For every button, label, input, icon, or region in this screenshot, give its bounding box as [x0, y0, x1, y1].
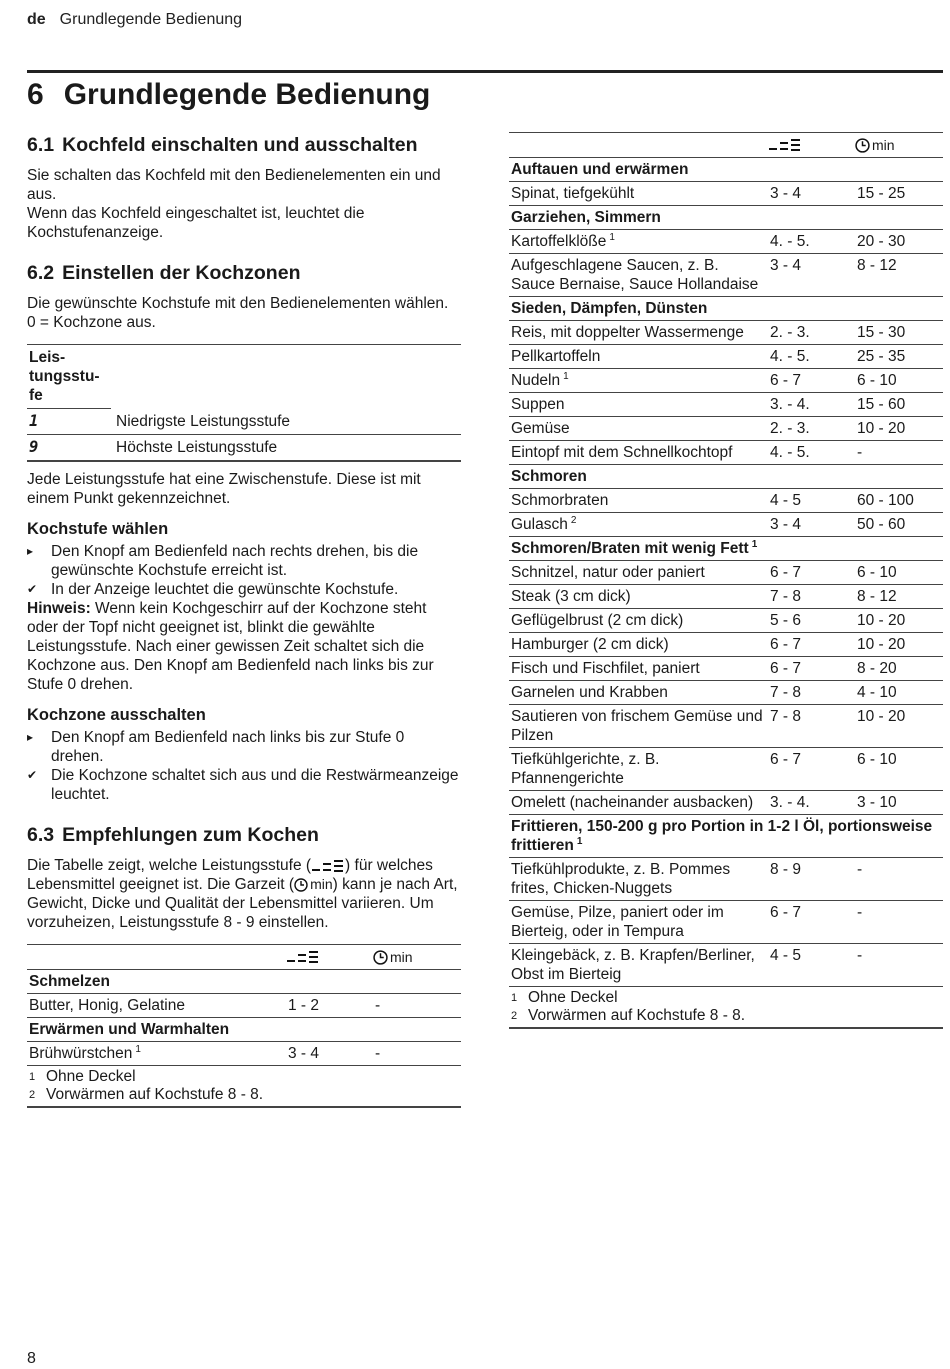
time-cell: - [857, 904, 863, 921]
food-cell: Spinat, tiefgekühlt [511, 185, 635, 202]
table-row [509, 944, 943, 987]
table-category: Schmelzen [27, 970, 461, 994]
s61-paragraph-2: Wenn das Kochfeld eingeschaltet ist, leuchtet die Kochstufenanzeige. [27, 205, 365, 241]
time-cell: 10 - 20 [857, 612, 906, 629]
power-level-table-header: Leis-tungsstu-fe [27, 345, 111, 409]
time-cell: 8 - 12 [857, 257, 897, 274]
clock-icon [855, 138, 870, 153]
table-row [509, 748, 943, 791]
food-cell: Schnitzel, natur oder paniert [511, 564, 705, 581]
time-cell: - [375, 1045, 381, 1062]
table-row [509, 417, 943, 441]
kochzone-ausschalten-heading: Kochzone ausschalten [27, 706, 206, 724]
food-cell: Brühwürstchen [29, 1045, 133, 1062]
arrow-right-icon: ▸ [27, 544, 34, 558]
table-row [509, 561, 943, 585]
section-6-2-heading: 6.2 Einstellen der Kochzonen [27, 262, 301, 284]
food-cell: Reis, mit doppelter Wassermenge [511, 324, 744, 341]
time-cell: 20 - 30 [857, 233, 906, 250]
section-6-3-heading: 6.3 Empfehlungen zum Kochen [27, 824, 319, 846]
food-cell: Gemüse, Pilze, paniert oder im Bierteig, oder in Tempura [511, 904, 724, 940]
footnote: 1 Ohne Deckel [511, 989, 618, 1006]
time-header: min [373, 948, 459, 967]
table-row [509, 254, 943, 297]
table-row [509, 489, 943, 513]
s63-paragraph: Die Tabelle zeigt, welche Leistungsstufe ( ) für welches Lebensmittel geeignet ist. Die Garzeit ( min) kann je nach Art, Gewicht, Dicke und Qualität der Lebensmittel variieren. Um vorzuheizen, Leistungsstufe 8 - 9 einstellen. [27, 857, 458, 931]
time-cell: 10 - 20 [857, 636, 906, 653]
table-row [509, 513, 943, 537]
table-row [509, 230, 943, 254]
level-cell: 7 - 8 [770, 708, 802, 725]
table-category: Garziehen, Simmern [509, 206, 943, 230]
level-cell: 4 - 5 [770, 947, 802, 964]
food-cell: Pellkartoffeln [511, 348, 601, 365]
table-row [509, 901, 943, 944]
header-title: Grundlegende Bedienung [59, 11, 243, 28]
time-cell: 6 - 10 [857, 751, 897, 768]
table-row [509, 609, 943, 633]
table-row [509, 369, 943, 393]
time-cell: 8 - 12 [857, 588, 897, 605]
food-cell: Nudeln [511, 372, 561, 389]
table-row [509, 791, 943, 815]
level-cell: 6 - 7 [770, 564, 802, 581]
checkmark-icon: ✔ [27, 768, 38, 782]
level-cell: 3 - 4 [770, 257, 802, 274]
level-cell: 6 - 7 [770, 660, 802, 677]
table-category: Schmoren [509, 465, 943, 489]
power-level-icon [286, 950, 320, 964]
table-category: Erwärmen und Warmhalten [27, 1018, 461, 1042]
level-cell: 7 - 8 [770, 684, 802, 701]
level-cell: 2. - 3. [770, 324, 810, 341]
table-category: Frittieren, 150-200 g pro Portion in 1-2 l Öl, portionsweise frittieren $^1$ [509, 815, 943, 858]
level-cell: 4. - 5. [770, 348, 810, 365]
table-row [509, 681, 943, 705]
power-level-icon [768, 138, 802, 152]
time-cell: 10 - 20 [857, 420, 906, 437]
level-symbol-max: 9 [29, 438, 39, 456]
level-cell: 2. - 3. [770, 420, 810, 437]
header-lang: de [27, 11, 46, 28]
food-cell: Tiefkühlgerichte, z. B. Pfannengerichte [511, 751, 660, 787]
instruction-step: ▸ Den Knopf am Bedienfeld nach rechts drehen, bis die gewünschte Kochstufe erreicht ist. [27, 543, 419, 579]
chapter-title: 6 Grundlegende Bedienung [27, 78, 431, 111]
cooking-table-right [509, 132, 943, 1029]
checkmark-icon: ✔ [27, 582, 38, 596]
table-header-row [509, 133, 943, 158]
food-cell: Kartoffelklöße [511, 233, 607, 250]
table-footnotes [27, 1066, 461, 1108]
level-cell: 6 - 7 [770, 904, 802, 921]
power-level-icon [311, 859, 345, 873]
food-cell: Suppen [511, 396, 565, 413]
time-cell: - [857, 861, 863, 878]
table-header-row [27, 945, 461, 970]
section-6-1-heading: 6.1 Kochfeld einschalten und ausschalten [27, 134, 418, 156]
food-cell: Gulasch [511, 516, 568, 533]
table-category: Sieden, Dämpfen, Dünsten [509, 297, 943, 321]
header-rule [27, 70, 943, 73]
time-cell: 10 - 20 [857, 708, 906, 725]
table-row [27, 994, 461, 1018]
table-row [27, 1042, 461, 1066]
level-cell: 7 - 8 [770, 588, 802, 605]
power-level-row [27, 409, 461, 435]
food-cell: Schmorbraten [511, 492, 609, 509]
instruction-result: ✔ In der Anzeige leuchtet die gewünschte Kochstufe. [27, 581, 399, 598]
level-label-max: Höchste Leistungsstufe [116, 439, 278, 456]
cooking-table-left [27, 944, 461, 1108]
level-symbol-min: 1 [29, 412, 39, 430]
power-level-table [27, 344, 461, 462]
time-header: min [855, 136, 941, 155]
time-cell: 6 - 10 [857, 564, 897, 581]
level-cell: 6 - 7 [770, 372, 802, 389]
food-cell: Sautieren von frischem Gemüse und Pilzen [511, 708, 763, 744]
kochstufe-waehlen-heading: Kochstufe wählen [27, 520, 169, 538]
food-cell: Geflügelbrust (2 cm dick) [511, 612, 684, 629]
food-cell: Gemüse [511, 420, 570, 437]
table-row [509, 321, 943, 345]
level-cell: 3 - 4 [288, 1045, 320, 1062]
level-cell: 3. - 4. [770, 794, 810, 811]
time-cell: - [857, 444, 863, 461]
table-row [509, 585, 943, 609]
s62-paragraph-1: Die gewünschte Kochstufe mit den Bedienelementen wählen. [27, 295, 449, 312]
right-column [509, 132, 943, 1029]
table-row [509, 633, 943, 657]
table-category: Auftauen und erwärmen [509, 158, 943, 182]
s62-paragraph-3: Jede Leistungsstufe hat eine Zwischenstufe. Diese ist mit einem Punkt gekennzeichnet. [27, 471, 421, 507]
level-cell: 6 - 7 [770, 636, 802, 653]
footnote-ref: 1 [563, 371, 569, 382]
arrow-right-icon: ▸ [27, 730, 34, 744]
level-cell: 5 - 6 [770, 612, 802, 629]
time-cell: 6 - 10 [857, 372, 897, 389]
table-row [509, 441, 943, 465]
time-cell: 15 - 30 [857, 324, 906, 341]
instruction-result: ✔ Die Kochzone schaltet sich aus und die Restwärmeanzeige leuchtet. [27, 767, 459, 803]
food-cell: Butter, Honig, Gelatine [29, 997, 185, 1014]
time-cell: 4 - 10 [857, 684, 897, 701]
time-cell: 25 - 35 [857, 348, 906, 365]
footnote: 2 Vorwärmen auf Kochstufe 8 - 8. [29, 1086, 264, 1103]
level-cell: 8 - 9 [770, 861, 802, 878]
clock-icon [294, 878, 308, 892]
time-cell: 60 - 100 [857, 492, 914, 509]
table-row [509, 345, 943, 369]
footnote: 2 Vorwärmen auf Kochstufe 8 - 8. [511, 1007, 746, 1024]
s62-paragraph-2: 0 = Kochzone aus. [27, 314, 156, 331]
level-cell: 3 - 4 [770, 516, 802, 533]
level-label-min: Niedrigste Leistungsstufe [116, 413, 291, 430]
food-cell: Garnelen und Krabben [511, 684, 668, 701]
time-cell: 3 - 10 [857, 794, 897, 811]
time-cell: 15 - 25 [857, 185, 906, 202]
hint-paragraph: Hinweis: Wenn kein Kochgeschirr auf der Kochzone steht oder der Topf nicht geeignet ist, blinkt die gewählte Leistungsstufe. Nach einer gewissen Zeit schaltet sich die Kochzone aus. Den Knopf am Bedienfeld nach links bis zur Stufe 0 drehen. [27, 600, 434, 693]
food-cell: Hamburger (2 cm dick) [511, 636, 669, 653]
table-category: Schmoren/Braten mit wenig Fett $^1$ [509, 537, 943, 561]
level-cell: 3. - 4. [770, 396, 810, 413]
time-cell: 50 - 60 [857, 516, 906, 533]
table-footnotes [509, 987, 943, 1029]
time-cell: 15 - 60 [857, 396, 906, 413]
footnote-ref: 1 [135, 1044, 141, 1055]
level-cell: 4. - 5. [770, 444, 810, 461]
food-cell: Tiefkühlprodukte, z. B. Pommes frites, Chicken-Nuggets [511, 861, 731, 897]
food-cell: Kleingebäck, z. B. Krapfen/Berliner, Obst im Bierteig [511, 947, 755, 983]
running-header [27, 11, 242, 29]
food-cell: Eintopf mit dem Schnellkochtopf [511, 444, 733, 461]
footnote: 1 Ohne Deckel [29, 1068, 136, 1085]
table-row [509, 657, 943, 681]
table-row [509, 182, 943, 206]
instruction-step: ▸ Den Knopf am Bedienfeld nach links bis zur Stufe 0 drehen. [27, 729, 405, 765]
food-cell: Fisch und Fischfilet, paniert [511, 660, 700, 677]
left-column [27, 132, 461, 1108]
time-cell: 8 - 20 [857, 660, 897, 677]
food-cell: Omelett (nacheinander ausbacken) [511, 794, 754, 811]
footnote-ref: 2 [570, 515, 577, 526]
level-cell: 4 - 5 [770, 492, 802, 509]
footnote-ref: 1 [609, 232, 615, 243]
power-level-row [27, 435, 461, 462]
table-row [509, 393, 943, 417]
time-cell: - [857, 947, 863, 964]
table-row [509, 705, 943, 748]
food-cell: Aufgeschlagene Saucen, z. B. Sauce Bernaise, Sauce Hollandaise [511, 257, 759, 293]
clock-icon [373, 950, 388, 965]
level-cell: 4. - 5. [770, 233, 810, 250]
table-row [509, 858, 943, 901]
page-number: 8 [27, 1350, 36, 1367]
s61-paragraph-1: Sie schalten das Kochfeld mit den Bedienelementen ein und aus. [27, 167, 441, 203]
food-cell: Steak (3 cm dick) [511, 588, 631, 605]
level-cell: 6 - 7 [770, 751, 802, 768]
level-cell: 1 - 2 [288, 997, 320, 1014]
time-cell: - [375, 997, 381, 1014]
level-cell: 3 - 4 [770, 185, 802, 202]
